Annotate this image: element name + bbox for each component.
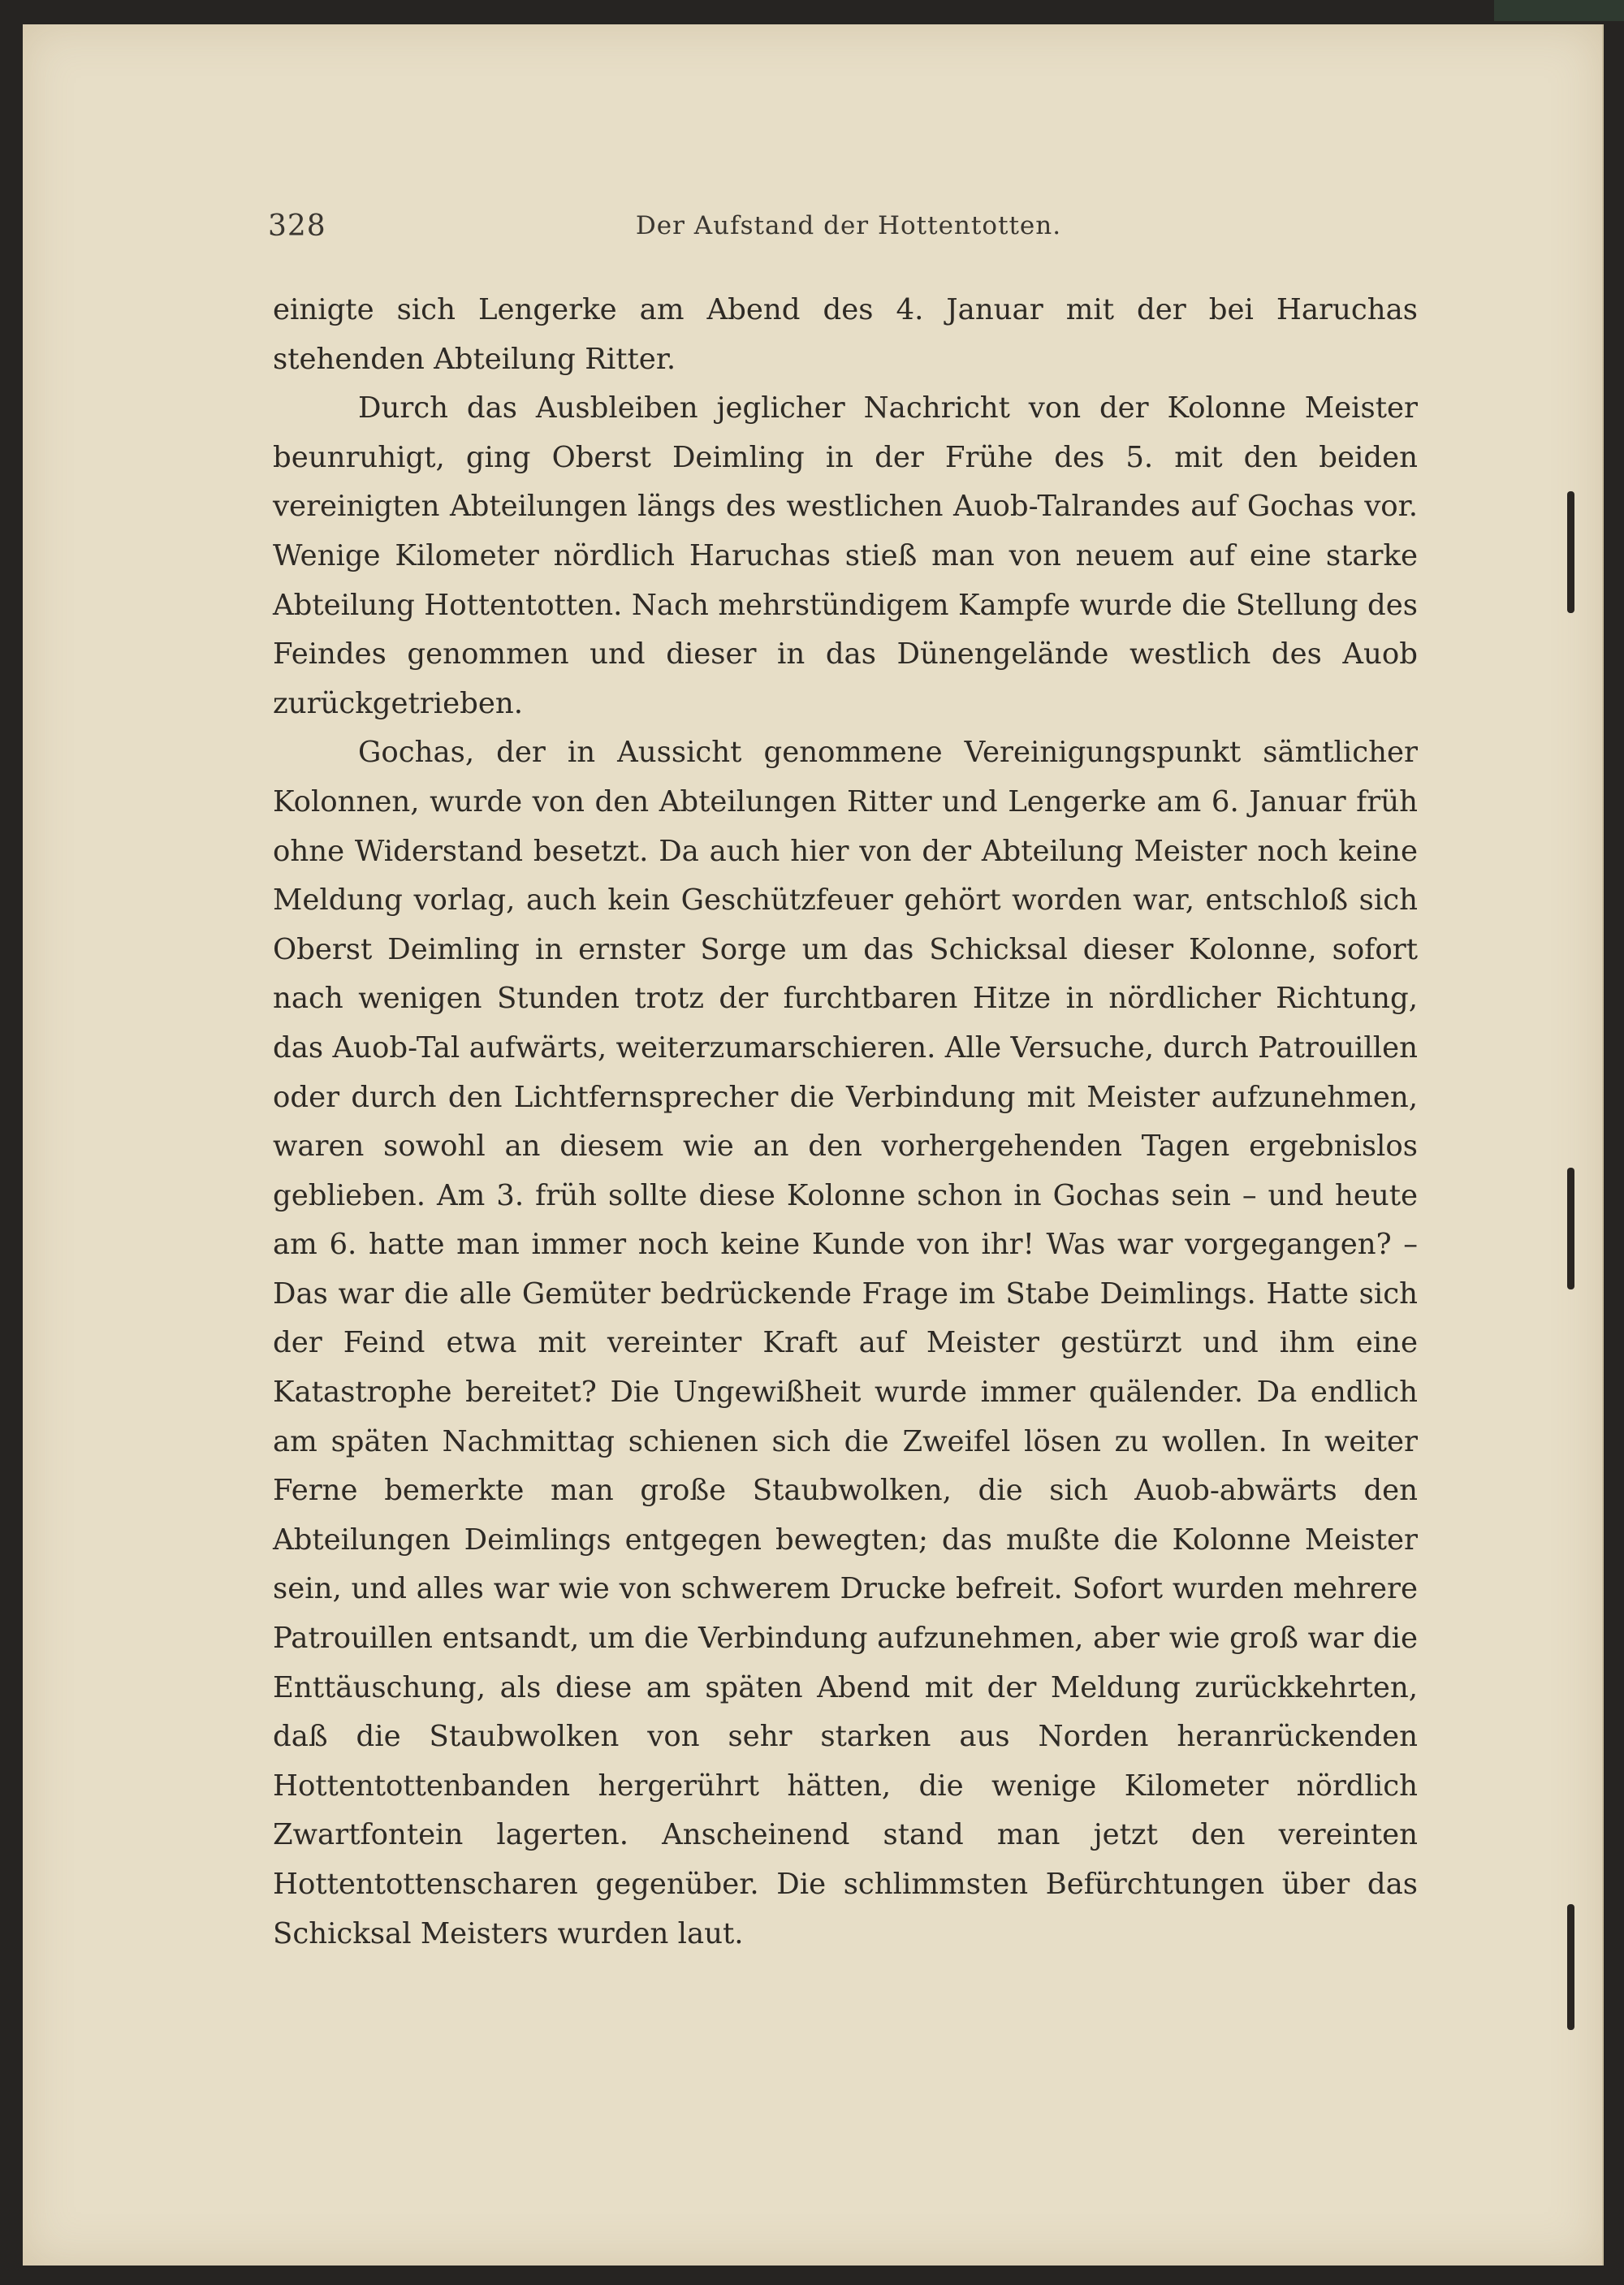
running-head-title: Der Aufstand der Hottentotten.	[635, 211, 1062, 240]
binding-clip	[1567, 1904, 1574, 2030]
paragraph: Gochas, der in Aussicht genommene Vereinigungspunkt sämtlicher Kolonnen, wurde von den Abteilungen Ritter und Lengerke am 6. Januar früh ohne Widerstand besetzt. Da auch hier von der Abteilung Meister noch keine Meldung vorlag, auch kein Geschützfeuer gehört worden war, entschloß sich Oberst Deimling in ernster Sorge um das Schicksal dieser Kolonne, sofort nach wenigen Stunden trotz der furchtbaren Hitze in nördlicher Richtung, das Auob-Tal aufwärts, weiterzumarschieren. Alle Versuche, durch Patrouillen oder durch den Lichtfernsprecher die Verbindung mit Meister aufzunehmen, waren sowohl an diesem wie an den vorhergehenden Tagen ergebnislos geblieben. Am 3. früh sollte diese Kolonne schon in Gochas sein – und heute am 6. hatte man immer noch keine Kunde von ihr! Was war vorgegangen? – Das war die alle Gemüter bedrückende Frage im Stabe Deimlings. Hatte sich der Feind etwa mit vereinter Kraft auf Meister gestürzt und ihm eine Katastrophe bereitet? Die Ungewißheit wurde immer quälender. Da endlich am späten Nachmittag schienen sich die Zweifel lösen zu wollen. In weiter Ferne bemerkte man große Staubwolken, die sich Auob-abwärts den Abteilungen Deimlings entgegen bewegten; das mußte die Kolonne Meister sein, und alles war wie von schwerem Drucke befreit. Sofort wurden mehrere Patrouillen entsandt, um die Verbindung aufzunehmen, aber wie groß war die Enttäuschung, als diese am späten Abend mit der Meldung zurückkehrten, daß die Staubwolken von sehr starken aus Norden heranrückenden Hottentottenbanden hergerührt hätten, die wenige Kilometer nördlich Zwartfontein lagerten. Anscheinend stand man jetzt den vereinten Hottentottenscharen gegenüber. Die schlimmsten Befürchtungen über das Schicksal Meisters wurden laut.	[273, 736, 1418, 1950]
binding-clip	[1567, 491, 1574, 613]
paragraph: Durch das Ausbleiben jeglicher Nachricht von der Kolonne Meister beunruhigt, ging Oberst Deimling in der Frühe des 5. mit den beiden vereinigten Abteilungen längs des westlichen Auob-Talrandes auf Gochas vor. Wenige Kilometer nördlich Haruchas stieß man von neuem auf eine starke Abteilung Hottentotten. Nach mehrstündigem Kampfe wurde die Stellung des Feindes genommen und dieser in das Dünengelände westlich des Auob zurückgetrieben.	[273, 391, 1418, 720]
body-text	[273, 286, 1418, 1959]
page-number: 328	[268, 209, 326, 243]
book-cover-corner	[1494, 0, 1624, 21]
paragraph: einigte sich Lengerke am Abend des 4. Januar mit der bei Haruchas stehenden Abteilung Ritter.	[273, 293, 1418, 376]
binding-clip	[1567, 1168, 1574, 1289]
running-head	[268, 209, 1429, 250]
